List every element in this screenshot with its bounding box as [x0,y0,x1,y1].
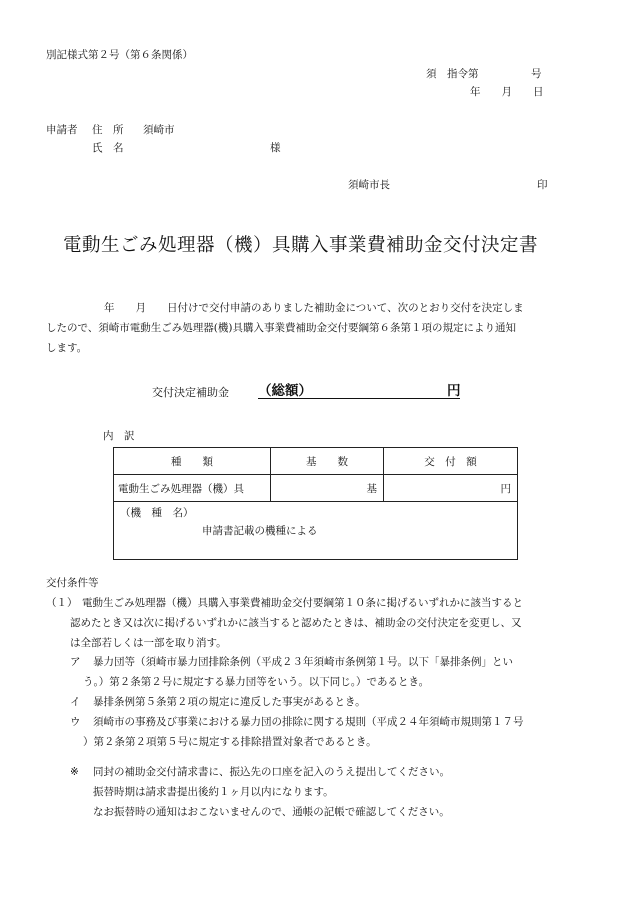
model-label: （機 種 名） [120,507,194,519]
table-header-row [114,448,518,475]
header-count: 基 数 [271,448,384,475]
sub-line: 須崎市の事務及び事業における暴力団の排除に関する規則（平成２４年須崎市規則第１７号 [93,716,524,728]
sub-condition-i [70,692,586,712]
page-title: 電動生ごみ処理器（機）具購入事業費補助金交付決定書 [63,235,539,256]
condition-line: 認めたとき又は次に掲げるいずれかに該当すると認めたときは、補助金の交付決定を変更し、又 [70,617,522,629]
applicant-label: 申請者 [46,124,78,136]
form-id: 別記様式第２号（第６条関係） [46,49,193,61]
note-marker: ※ [70,766,79,778]
table-row-model [114,502,518,560]
body-line: 年 月 日付けで交付申請のありました補助金について、次のとおり交付を決定しま [104,302,524,314]
sub-line: 暴力団等（須崎市暴力団排除条例（平成２３年須崎市条例第１号。以下「暴排条例」とい [93,656,513,668]
sub-line: う。）第２条第２号に規定する暴力団等をいう。以下同じ。）であるとき。 [83,676,430,688]
honorific: 様 [270,142,281,154]
note-line: なお振替時の通知はおこないませんので、通帳の記帳で確認してください。 [93,806,450,818]
sub-line: ）第２条第２項第５号に規定する排除措置対象者であるとき。 [83,736,377,748]
sub-line: 暴排条例第５条第２項の規定に違反した事実があるとき。 [93,696,366,708]
body-paragraph [46,298,586,358]
sub-conditions [70,652,586,752]
body-line: したので、須崎市電動生ごみ処理器(機)具購入事業費補助金交付要綱第６条第１項の規定により通知 [46,322,516,334]
cell-type: 電動生ごみ処理器（機）具 [114,475,271,502]
cell-model [114,502,518,560]
condition-line: は全部若しくは一部を取り消す。 [70,637,227,649]
note-line: 振替時期は請求書提出後約１ヶ月以内になります。 [93,786,334,798]
name-label: 氏 名 [92,142,124,154]
condition-item-1 [46,593,586,653]
sub-marker: ア [70,656,81,668]
document-number: 須 指令第 号 [426,68,542,80]
body-line: します。 [46,342,88,354]
sub-condition-u [70,712,586,752]
grant-underline [258,398,460,399]
cell-amount-unit: 円 [384,475,518,502]
document-date: 年 月 日 [470,86,544,98]
conditions-label: 交付条件等 [46,577,99,589]
breakdown-table [113,447,518,560]
note-line: 同封の補助金交付請求書に、振込先の口座を記入のうえ提出してください。 [93,766,450,778]
grant-total: （総額） [258,383,312,399]
condition-line: 電動生ごみ処理器（機）具購入事業費補助金交付要綱第１０条に掲げるいずれかに該当すると [82,597,523,609]
sub-marker: ウ [70,716,81,728]
issuer-name: 須崎市長 [348,179,390,191]
model-value: 申請書記載の機種による [202,525,318,537]
sub-marker: イ [70,696,81,708]
condition-marker: （１） [46,597,78,609]
table-row [114,475,518,502]
address-value: 須崎市 [143,124,175,136]
header-amount: 交 付 額 [384,448,518,475]
breakdown-label: 内 訳 [103,430,135,442]
seal-mark: 印 [537,179,548,191]
sub-condition-a [70,652,586,692]
header-type: 種 類 [114,448,271,475]
address-label: 住 所 [92,124,124,136]
grant-unit: 円 [447,383,461,399]
grant-label: 交付決定補助金 [152,386,229,399]
note-section [70,762,586,822]
cell-count-unit: 基 [271,475,384,502]
